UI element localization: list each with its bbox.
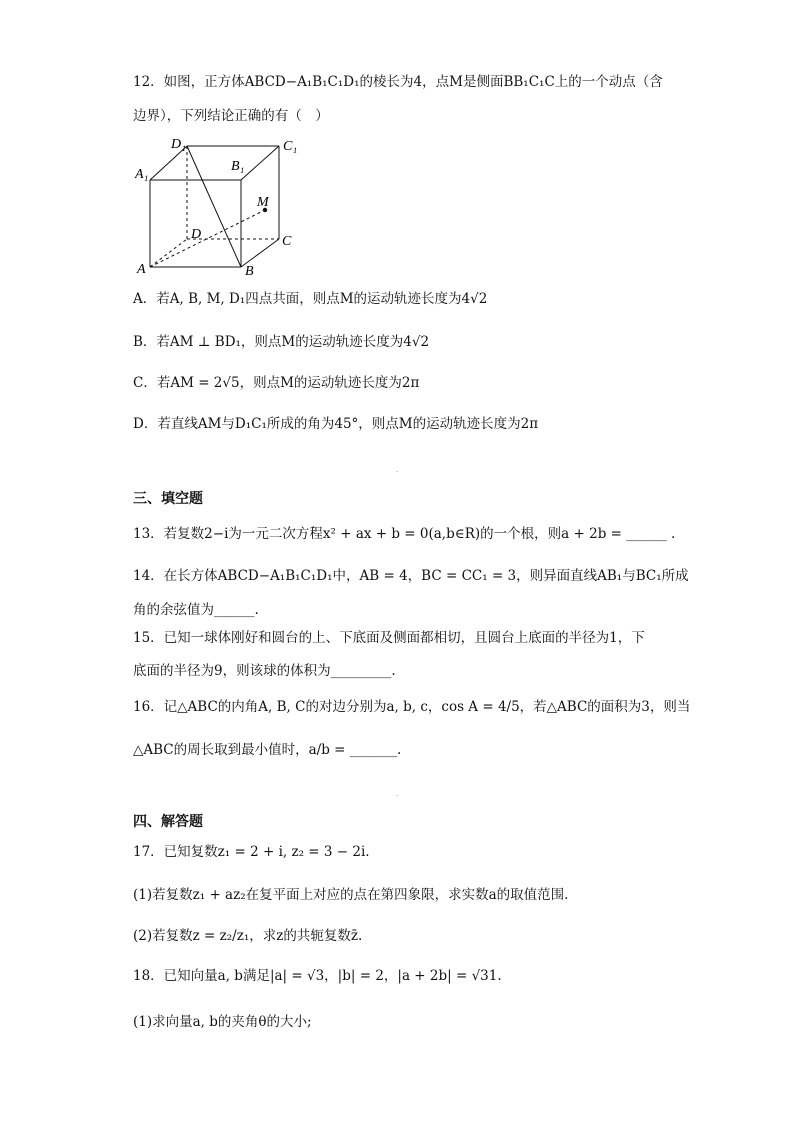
q16-line2: △ABC的周长取到最小值时，a/b = _______. <box>133 742 402 758</box>
label-C: C <box>282 234 292 249</box>
q13-text: 13．若复数2−i为一元二次方程x² + ax + b = 0(a,b∈R)的一个根，则a + 2b = ______ . <box>133 526 676 542</box>
q17-stem: 17．已知复数z₁ = 2 + i, z₂ = 3 − 2i. <box>133 844 370 860</box>
edge-B1C1 <box>241 146 279 180</box>
q14-line2: 角的余弦值为______. <box>133 602 259 618</box>
q16-line1: 16．记△ABC的内角A, B, C的对边分别为a, b, c，cos A = 4/5，若△ABC的面积为3，则当 <box>133 699 691 715</box>
label-C1: C₁ <box>283 139 298 154</box>
q17-part2: (2)若复数z = z₂/z₁，求z的共轭复数z̄. <box>133 928 363 944</box>
label-M: M <box>257 195 269 210</box>
cube-figure <box>133 130 333 280</box>
page-divider-dot <box>396 471 398 472</box>
section4-title: 四、解答题 <box>133 814 203 830</box>
q17-part1: (1)若复数z₁ + az₂在复平面上对应的点在第四象限，求实数a的取值范围. <box>133 887 569 903</box>
q12-line2: 边界），下列结论正确的有（ ） <box>133 108 329 124</box>
q12-option-a: A．若A, B, M, D₁四点共面，则点M的运动轨迹长度为4√2 <box>133 291 488 307</box>
section3-title: 三、填空题 <box>133 491 203 507</box>
q12-option-d: D．若直线AM与D₁C₁所成的角为45°，则点M的运动轨迹长度为2π <box>133 416 539 432</box>
q14-line1: 14．在长方体ABCD−A₁B₁C₁D₁中，AB = 4，BC = CC₁ = 3，则异面直线AB₁与BC₁所成 <box>133 568 689 584</box>
q18-part1: (1)求向量a, b的夹角θ的大小; <box>133 1014 312 1030</box>
label-D1: D₁ <box>171 137 186 152</box>
q12-option-c: C．若AM = 2√5，则点M的运动轨迹长度为2π <box>133 375 420 391</box>
q15-line2: 底面的半径为9，则该球的体积为_________. <box>133 663 396 679</box>
label-A: A <box>137 262 146 277</box>
edge-AD <box>150 239 187 267</box>
label-D: D <box>191 227 202 242</box>
label-B: B <box>245 264 254 279</box>
label-B1: B₁ <box>231 159 245 174</box>
label-A1: A₁ <box>135 167 149 182</box>
q15-line1: 15．已知一球体刚好和圆台的上、下底面及侧面都相切，且圆台上底面的半径为1，下 <box>133 630 645 646</box>
q18-stem: 18．已知向量a, b满足|a| = √3，|b| = 2，|a + 2b| = √31. <box>133 968 502 984</box>
q12-line1: 12．如图，正方体ABCD−A₁B₁C₁D₁的棱长为4，点M是侧面BB₁C₁C上的一个动点（含 <box>133 74 663 90</box>
page-divider-dot-2 <box>396 795 398 796</box>
edge-BC <box>241 239 279 267</box>
q12-option-b: B．若AM ⊥ BD₁，则点M的运动轨迹长度为4√2 <box>133 334 430 350</box>
